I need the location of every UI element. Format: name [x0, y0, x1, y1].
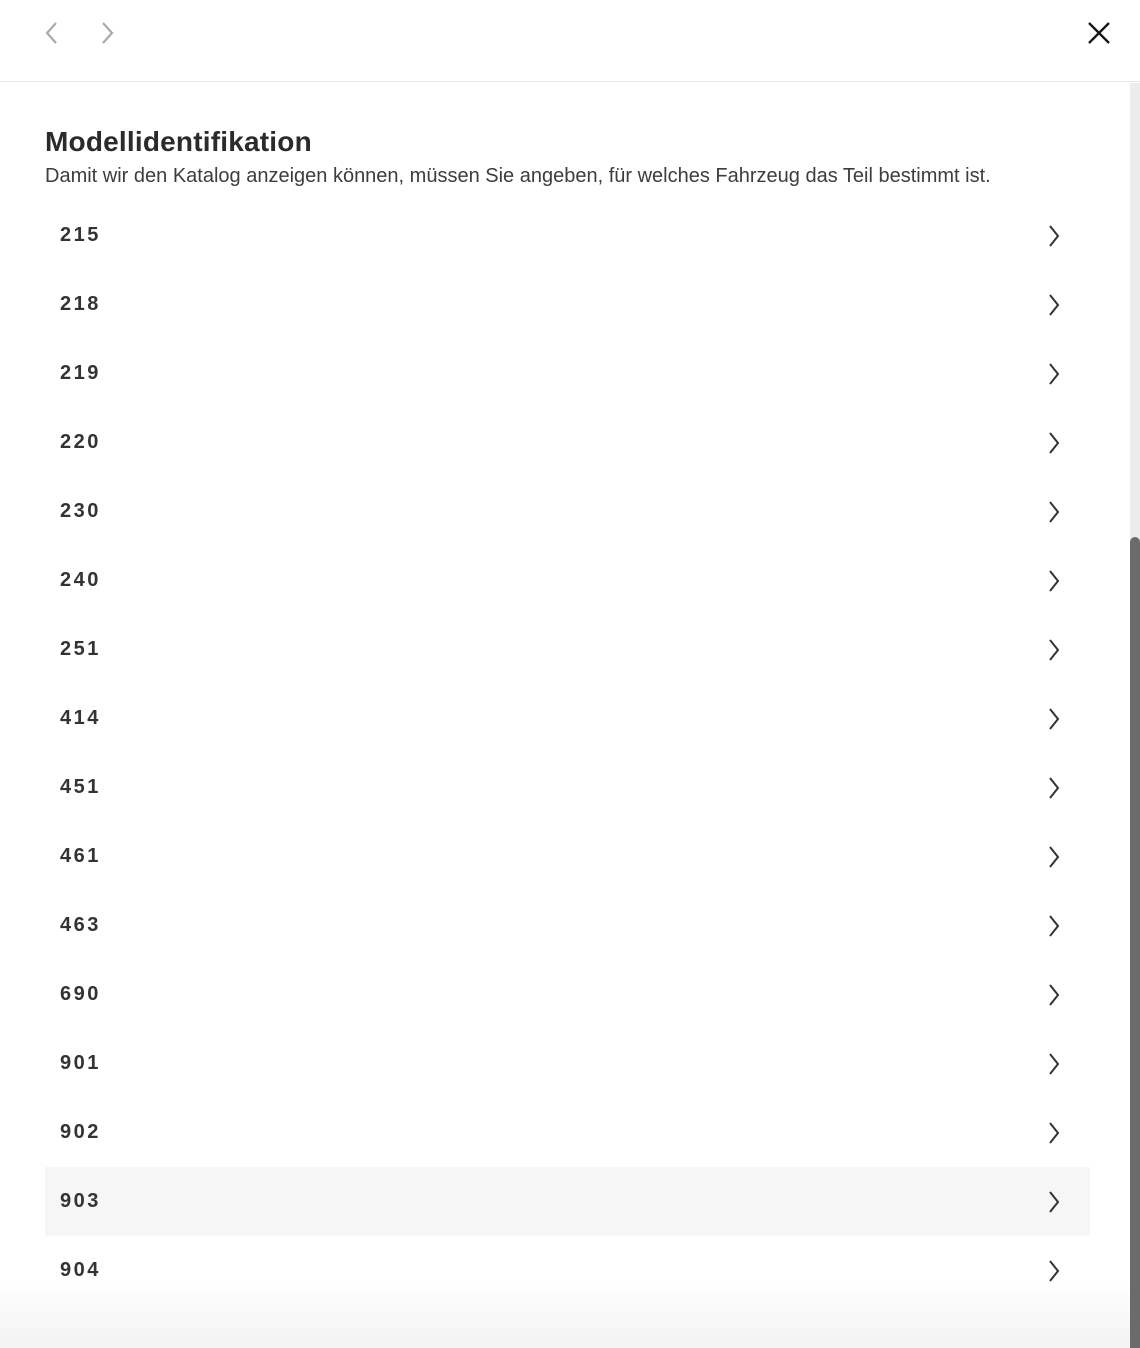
model-row[interactable]	[45, 891, 1090, 960]
chevron-right-icon	[1044, 499, 1063, 525]
model-row[interactable]	[45, 201, 1090, 270]
model-row-label: 690	[60, 983, 101, 1005]
model-row-label: 251	[60, 638, 101, 660]
model-row-label: 903	[60, 1190, 101, 1212]
page-title: Modellidentifikation	[45, 126, 312, 157]
model-row[interactable]	[45, 822, 1090, 891]
model-row-label: 218	[60, 293, 101, 315]
model-row-label: 414	[60, 707, 101, 729]
model-row-label: 215	[60, 224, 101, 246]
chevron-right-icon	[1044, 637, 1063, 663]
chevron-right-icon	[1044, 568, 1063, 594]
model-row-label: 230	[60, 500, 101, 522]
chevron-right-icon	[1044, 223, 1063, 249]
model-row[interactable]	[45, 1098, 1090, 1167]
page-subtitle: Damit wir den Katalog anzeigen können, müssen Sie angeben, für welches Fahrzeug das Teil bestimmt ist.	[45, 165, 991, 187]
chevron-right-icon	[1044, 913, 1063, 939]
model-row-label: 902	[60, 1121, 101, 1143]
chevron-right-icon	[1044, 361, 1063, 387]
chevron-left-icon	[40, 18, 64, 51]
chevron-right-icon	[1044, 430, 1063, 456]
model-row-label: 240	[60, 569, 101, 591]
model-row-label: 461	[60, 845, 101, 867]
model-row[interactable]	[45, 1167, 1090, 1236]
close-button[interactable]	[1080, 15, 1118, 53]
model-row[interactable]	[45, 615, 1090, 684]
chevron-right-icon	[1044, 982, 1063, 1008]
model-row[interactable]	[45, 1029, 1090, 1098]
model-row[interactable]	[45, 270, 1090, 339]
model-row[interactable]	[45, 408, 1090, 477]
model-row-label: 901	[60, 1052, 101, 1074]
chevron-right-icon	[1044, 844, 1063, 870]
chevron-right-icon	[1044, 1051, 1063, 1077]
model-row[interactable]	[45, 960, 1090, 1029]
model-row-label: 904	[60, 1259, 101, 1281]
chevron-right-icon	[1044, 706, 1063, 732]
model-row[interactable]	[45, 339, 1090, 408]
model-list	[45, 201, 1090, 1305]
chevron-right-icon	[1044, 1120, 1063, 1146]
model-row[interactable]	[45, 684, 1090, 753]
close-icon	[1084, 18, 1114, 51]
chevron-right-icon	[1044, 1258, 1063, 1284]
nav-forward-button[interactable]	[87, 14, 127, 54]
chevron-right-icon	[1044, 292, 1063, 318]
model-row-label: 220	[60, 431, 101, 453]
model-row[interactable]	[45, 1236, 1090, 1305]
scrollbar-track[interactable]	[1130, 83, 1140, 1348]
model-row[interactable]	[45, 546, 1090, 615]
model-row-label: 219	[60, 362, 101, 384]
model-row-label: 451	[60, 776, 101, 798]
chevron-right-icon	[1044, 775, 1063, 801]
dialog-content	[0, 82, 1140, 1305]
chevron-right-icon	[1044, 1189, 1063, 1215]
chevron-right-icon	[95, 18, 119, 51]
model-row[interactable]	[45, 753, 1090, 822]
scrollbar-thumb[interactable]	[1130, 537, 1140, 1348]
model-row[interactable]	[45, 477, 1090, 546]
dialog-header	[0, 0, 1140, 82]
model-row-label: 463	[60, 914, 101, 936]
nav-back-button[interactable]	[32, 14, 72, 54]
